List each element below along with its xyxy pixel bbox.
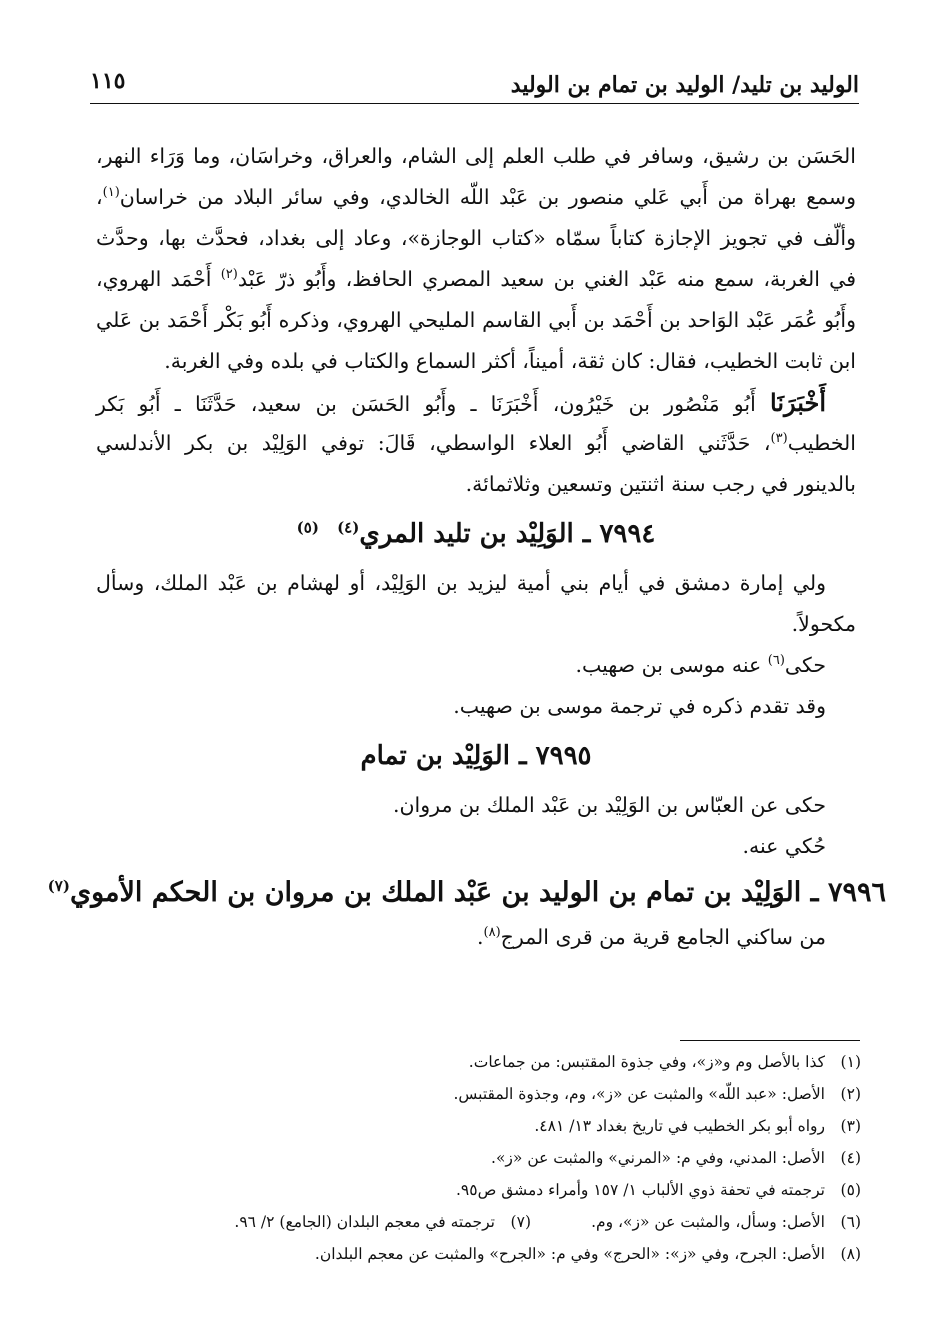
footnote — [91, 1238, 861, 1270]
text-line: وألّف في تجويز الإجازة كتاباً سمّاه «كتاب الوجازة»، وعاد إلى بغداد، فحدَّث بها، وحدَّث — [96, 226, 856, 250]
footnote-number: (٥) — [840, 1181, 861, 1199]
footnote-text: الأصل: المدني، وفي م: «المرني» والمثبت عن «ز». — [491, 1149, 825, 1167]
akhbarana-word: أَخْبَرَنَا — [770, 388, 826, 417]
text-line: الحَسَن بن رشيق، وسافر في طلب العلم إلى الشام، والعراق، وخراسَان، وما وَرَاء النهر، — [96, 144, 856, 168]
footnote-text: رواه أبو بكر الخطيب في تاريخ بغداد ١٣/ ٤٨١. — [534, 1117, 825, 1135]
text-line: ابن ثابت الخطيب، فقال: كان ثقة، أميناً، أكثر السماع والكتاب في بلده وفي الغربة. — [164, 349, 856, 373]
text-line: حكى$^{(٦)}$ عنه موسى بن صهيب. — [575, 653, 826, 677]
footnote-ref[interactable]: (٤) — [337, 518, 360, 537]
footnote — [91, 1174, 861, 1206]
footnote-number: (٣) — [840, 1117, 861, 1135]
text-line: ولي إمارة دمشق في أيام بني أمية ليزيد بن الوَلِيْد، أو لهشام بن عَبْد الملك، وسأل — [96, 571, 826, 595]
footnote-ref[interactable]: (٥) — [296, 518, 319, 537]
footnote — [531, 1206, 861, 1238]
entry-heading-7996: ٧٩٩٦ ـ الوَلِيْد بن تمام بن الوليد بن عَبْد الملك بن مروان بن الحكم الأموي$^{(٧)}$ — [47, 877, 886, 908]
page-header — [90, 62, 859, 102]
footnote — [91, 1046, 861, 1078]
main-text — [47, 136, 886, 958]
text-line: بالدينور في رجب سنة اثنتين وتسعين وثلاثمائة. — [465, 472, 856, 496]
footnote-ref[interactable]: (١) — [102, 185, 120, 201]
footnote — [91, 1078, 861, 1110]
text-line: وسمع بهراة من أَبي عَلي منصور بن عَبْد اللّه الخالدي، وفي سائر البلاد من خراسان$^{(١)}$، — [96, 185, 856, 209]
text-line: وأَبُو عُمَر عَبْد الوَاحد بن أَحْمَد بن أَبي القاسم المليحي الهروي، وذكره أَبُو بَكْر أَحْمَد بن عَلي — [96, 308, 856, 332]
running-head: الوليد بن تليد/ الوليد بن تمام بن الوليد — [510, 72, 859, 98]
footnote — [91, 1110, 861, 1142]
text-line: حكى عن العبّاس بن الوَلِيْد بن عَبْد الملك بن مروان. — [392, 793, 826, 817]
footnote-text: ترجمته في تحفة ذوي الألباب ١/ ١٥٧ وأمراء دمشق ص٩٥. — [455, 1181, 825, 1199]
header-rule — [90, 103, 859, 104]
footnote-text: الأصل: الجرح، وفي «ز»: «الحرج» وفي م: «الجرح» والمثبت عن معجم البلدان. — [314, 1245, 825, 1263]
footnote-ref[interactable]: (٢) — [220, 267, 238, 283]
footnote-ref[interactable]: (٣) — [770, 431, 788, 447]
footnote-number: (٤) — [840, 1149, 861, 1167]
text-line: من ساكني الجامع قرية من قرى المرج$^{(٨)}$. — [476, 925, 826, 949]
footnote — [91, 1142, 861, 1174]
footnotes — [91, 1046, 861, 1270]
text-line: مكحولاً. — [791, 612, 856, 636]
footnote-number: (٢) — [840, 1085, 861, 1103]
text-line: حُكي عنه. — [742, 834, 826, 858]
footnote-ref[interactable]: (٨) — [483, 925, 501, 941]
text-line: وقد تقدم ذكره في ترجمة موسى بن صهيب. — [453, 694, 826, 718]
footnote-number: (٧) — [510, 1213, 531, 1231]
text-line: أَخْبَرَنَا أَبُو مَنْصُور بن خَيْرُون، أَخْبَرَنَا ـ وأَبُو الحَسَن بن سعيد، حَدَّثَنَا ـ أَبُو بَكر — [96, 388, 826, 417]
footnote-number: (٦) — [840, 1213, 861, 1231]
page-number: ١١٥ — [90, 68, 126, 94]
footnote — [234, 1206, 531, 1238]
footnote-text: ترجمته في معجم البلدان (الجامع) ٢/ ٩٦. — [234, 1213, 495, 1231]
text-line: الخطيب$^{(٣)}$، حَدَّثَني القاضي أَبُو العلاء الواسطي، قَالَ: توفي الوَلِيْد بن بكر الأندلسي — [96, 431, 856, 455]
footnote-pair — [91, 1206, 861, 1238]
footnote-number: (٨) — [840, 1245, 861, 1263]
footnote-text: الأصل: «عبد اللّه» والمثبت عن «ز»، وم، وجذوة المقتبس. — [453, 1085, 825, 1103]
footnote-ref[interactable]: (٧) — [47, 877, 70, 895]
entry-heading-7994: ٧٩٩٤ ـ الوَلِيْد بن تليد المري$^{(٤)}$ $^{(٥)}$ — [296, 518, 656, 549]
footnote-rule — [680, 1040, 860, 1041]
footnote-text: الأصل: وسأل، والمثبت عن «ز»، وم. — [591, 1213, 825, 1231]
footnote-number: (١) — [840, 1053, 861, 1071]
footnote-ref[interactable]: (٦) — [767, 653, 785, 669]
footnote-text: كذا بالأصل وم و«ز»، وفي جذوة المقتبس: من جماعات. — [468, 1053, 825, 1071]
entry-heading-7995: ٧٩٩٥ ـ الوَلِيْد بن تمام — [360, 741, 592, 771]
text-line: في الغربة، سمع منه عَبْد الغني بن سعيد المصري الحافظ، وأَبُو ذرّ عَبْد$^{(٢)}$ أَحْمَد الهروي، — [96, 267, 857, 291]
